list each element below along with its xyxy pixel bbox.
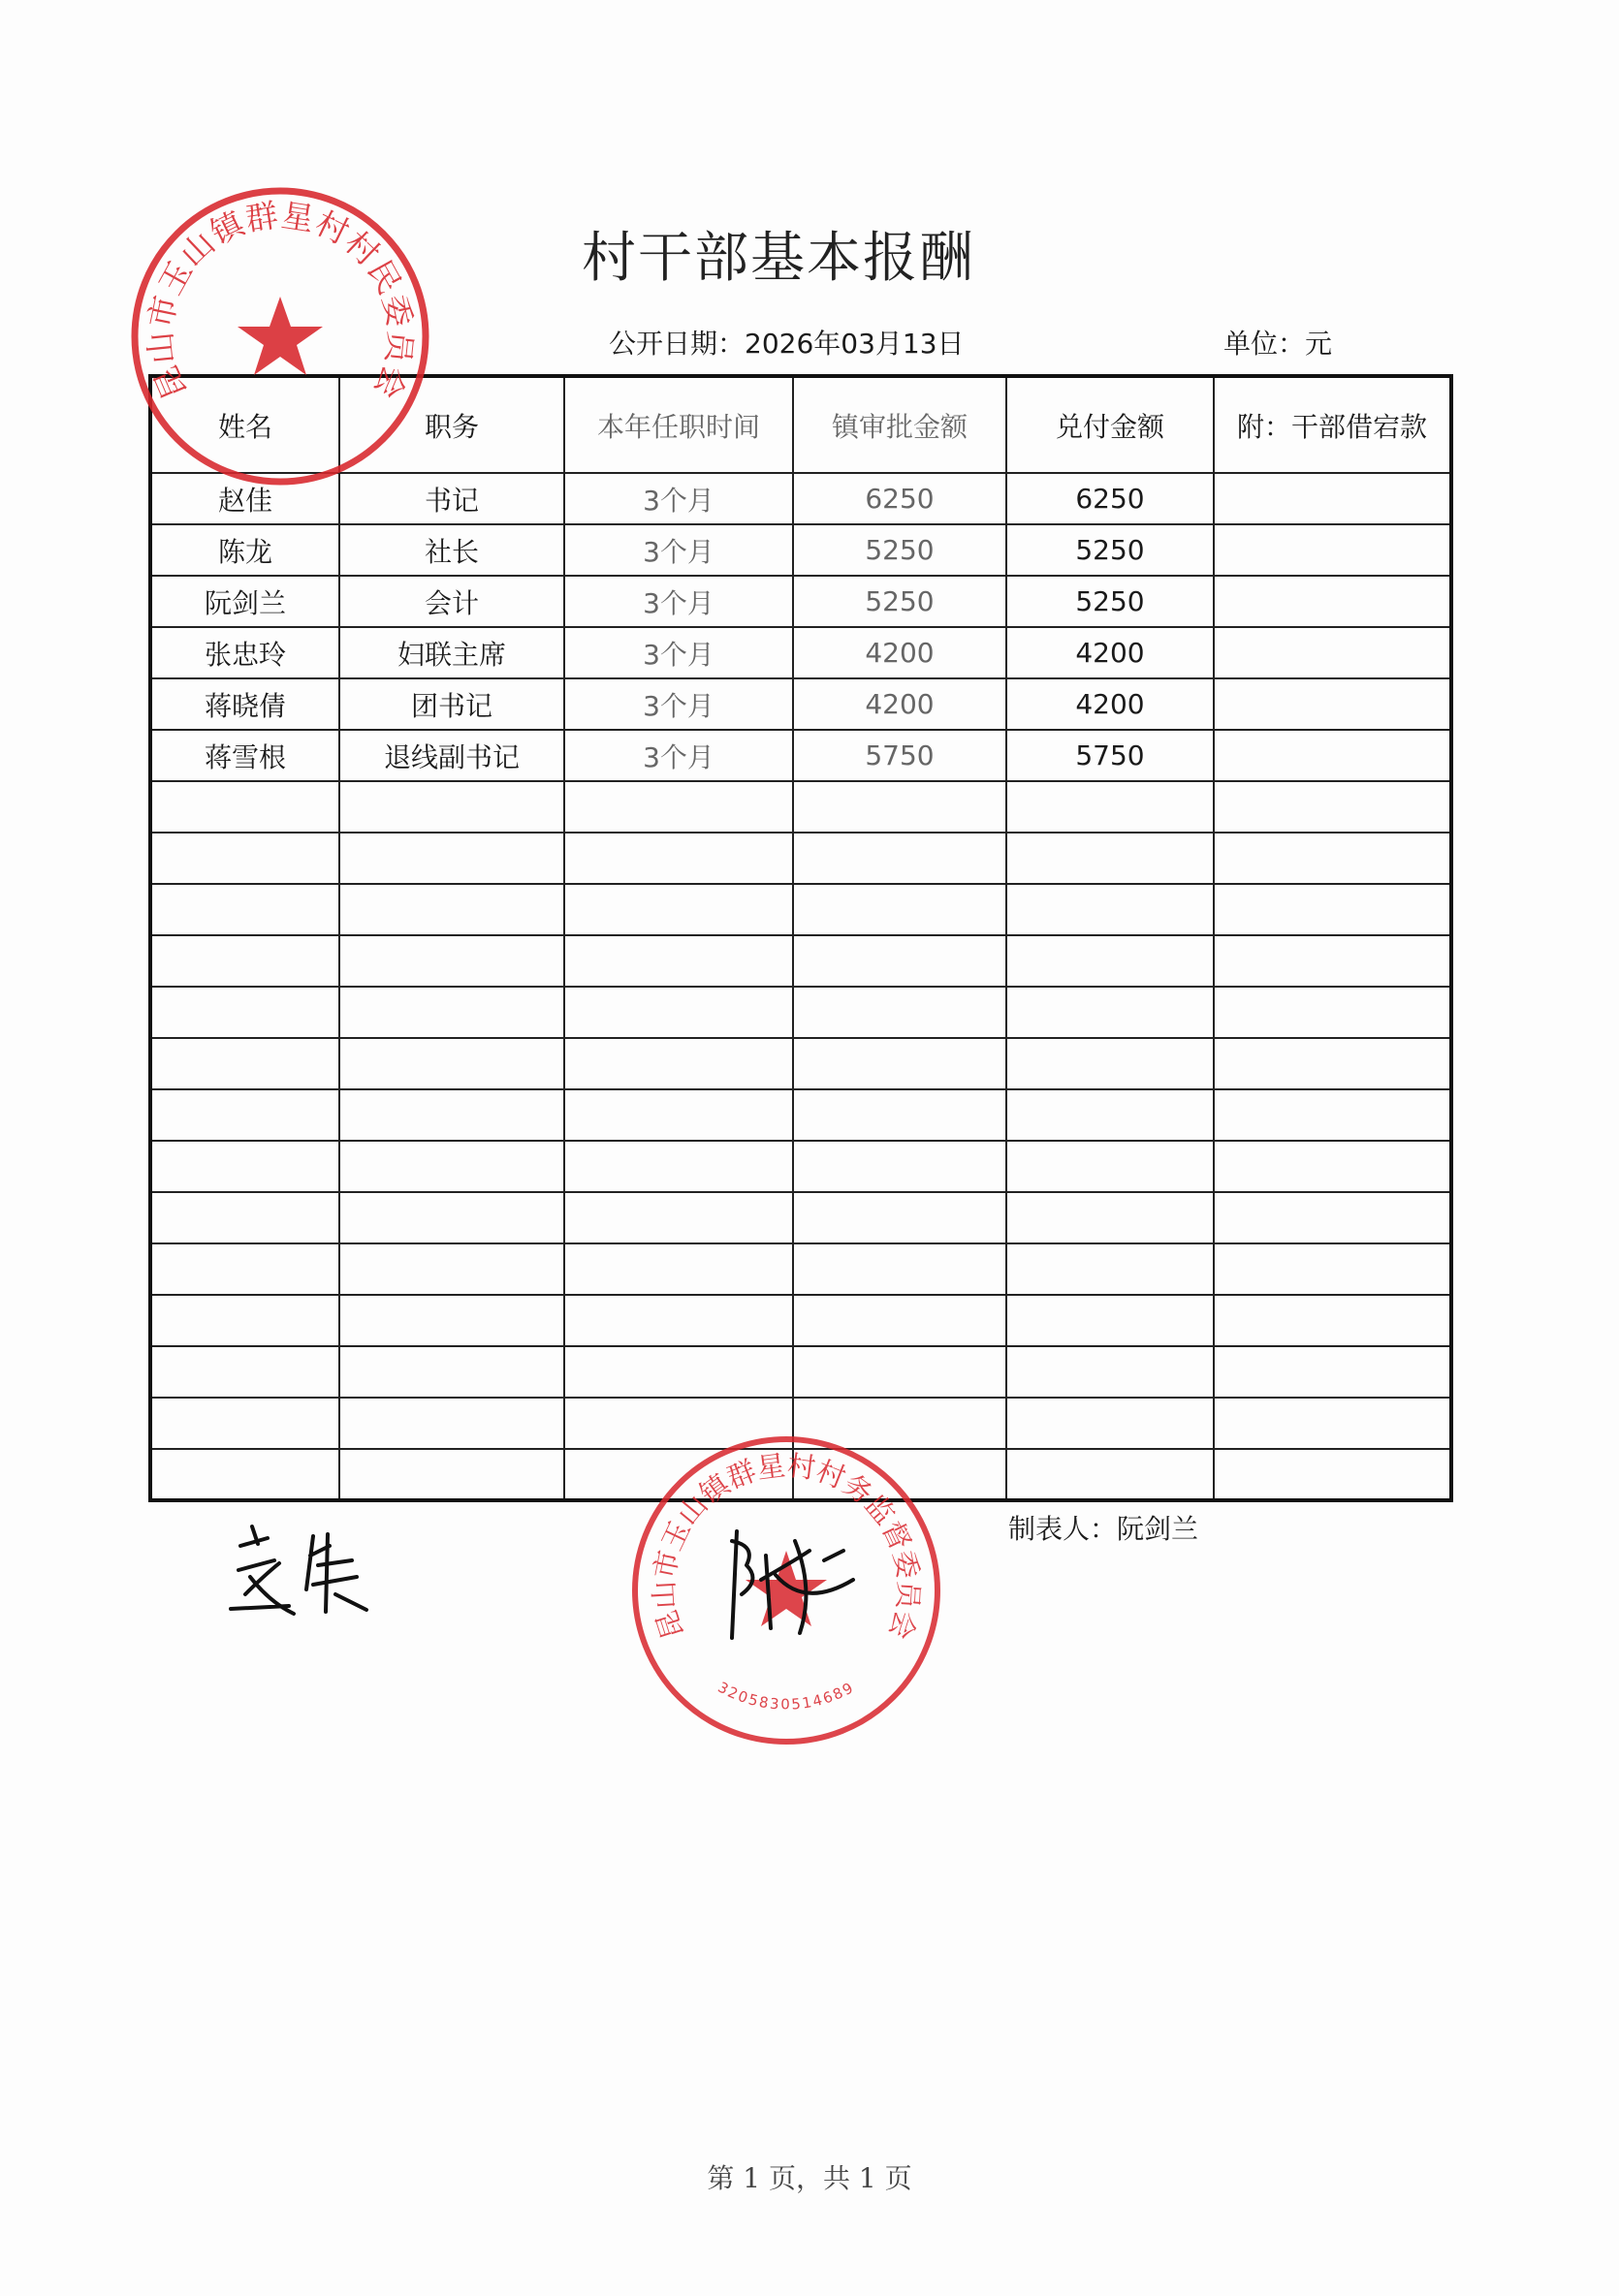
cell-position bbox=[339, 781, 564, 833]
cell-loan-note bbox=[1214, 935, 1451, 987]
signature-2 bbox=[717, 1522, 863, 1648]
cell-name: 蒋晓倩 bbox=[150, 678, 339, 730]
cell-paid-amount bbox=[1006, 1449, 1214, 1500]
cell-loan-note bbox=[1214, 1089, 1451, 1141]
header-loan-note: 附：干部借宕款 bbox=[1214, 376, 1451, 473]
remuneration-table bbox=[148, 374, 1453, 1502]
cell-loan-note bbox=[1214, 473, 1451, 524]
table-row bbox=[150, 627, 1451, 678]
cell-name bbox=[150, 1141, 339, 1192]
cell-approved-amount: 4200 bbox=[793, 627, 1006, 678]
cell-loan-note bbox=[1214, 1192, 1451, 1243]
cell-approved-amount bbox=[793, 1141, 1006, 1192]
cell-loan-note bbox=[1214, 987, 1451, 1038]
cell-name bbox=[150, 1192, 339, 1243]
cell-approved-amount bbox=[793, 1192, 1006, 1243]
page-footer: 第 1 页，共 1 页 bbox=[707, 2162, 912, 2194]
seal-text: 昆山市玉山镇群星村村务监督委员会 bbox=[647, 1448, 926, 1644]
cell-name: 蒋雪根 bbox=[150, 730, 339, 781]
cell-approved-amount: 5250 bbox=[793, 576, 1006, 627]
cell-tenure bbox=[564, 935, 793, 987]
table-row bbox=[150, 987, 1451, 1038]
cell-name bbox=[150, 987, 339, 1038]
cell-tenure bbox=[564, 1346, 793, 1398]
seal-code: 3205830514689 bbox=[714, 1678, 858, 1714]
cell-position: 妇联主席 bbox=[339, 627, 564, 678]
cell-name bbox=[150, 1346, 339, 1398]
cell-name bbox=[150, 1398, 339, 1449]
cell-tenure bbox=[564, 1141, 793, 1192]
cell-paid-amount bbox=[1006, 1089, 1214, 1141]
cell-position: 书记 bbox=[339, 473, 564, 524]
cell-position bbox=[339, 1449, 564, 1500]
cell-position bbox=[339, 833, 564, 884]
table-body bbox=[150, 376, 1451, 1500]
cell-paid-amount bbox=[1006, 884, 1214, 935]
cell-loan-note bbox=[1214, 884, 1451, 935]
cell-paid-amount bbox=[1006, 1295, 1214, 1346]
table-row bbox=[150, 730, 1451, 781]
cell-paid-amount bbox=[1006, 1038, 1214, 1089]
cell-paid-amount: 5750 bbox=[1006, 730, 1214, 781]
table-row bbox=[150, 1038, 1451, 1089]
cell-approved-amount: 5750 bbox=[793, 730, 1006, 781]
cell-paid-amount bbox=[1006, 1398, 1214, 1449]
cell-paid-amount bbox=[1006, 781, 1214, 833]
cell-approved-amount bbox=[793, 1295, 1006, 1346]
cell-name: 阮剑兰 bbox=[150, 576, 339, 627]
cell-tenure: 3个月 bbox=[564, 473, 793, 524]
cell-paid-amount: 5250 bbox=[1006, 524, 1214, 576]
cell-tenure bbox=[564, 1038, 793, 1089]
header-name: 姓名 bbox=[150, 376, 339, 473]
cell-name: 张忠玲 bbox=[150, 627, 339, 678]
cell-paid-amount: 4200 bbox=[1006, 678, 1214, 730]
cell-position bbox=[339, 1038, 564, 1089]
table-maker: 制表人：阮剑兰 bbox=[1008, 1513, 1199, 1545]
cell-loan-note bbox=[1214, 1398, 1451, 1449]
cell-paid-amount bbox=[1006, 1141, 1214, 1192]
cell-approved-amount bbox=[793, 1243, 1006, 1295]
table-row bbox=[150, 1295, 1451, 1346]
unit-label: 单位：元 bbox=[1223, 328, 1333, 360]
header-approved-amount: 镇审批金额 bbox=[793, 376, 1006, 473]
cell-tenure bbox=[564, 987, 793, 1038]
cell-loan-note bbox=[1214, 781, 1451, 833]
cell-tenure: 3个月 bbox=[564, 678, 793, 730]
table-row bbox=[150, 1243, 1451, 1295]
cell-paid-amount bbox=[1006, 833, 1214, 884]
table-row bbox=[150, 781, 1451, 833]
cell-approved-amount bbox=[793, 987, 1006, 1038]
cell-loan-note bbox=[1214, 524, 1451, 576]
publish-date: 公开日期：2026年03月13日 bbox=[609, 328, 965, 360]
cell-position bbox=[339, 1398, 564, 1449]
cell-paid-amount bbox=[1006, 1192, 1214, 1243]
cell-tenure: 3个月 bbox=[564, 524, 793, 576]
cell-name bbox=[150, 1038, 339, 1089]
cell-approved-amount bbox=[793, 781, 1006, 833]
cell-name bbox=[150, 781, 339, 833]
cell-position bbox=[339, 935, 564, 987]
cell-approved-amount bbox=[793, 833, 1006, 884]
cell-approved-amount bbox=[793, 1089, 1006, 1141]
cell-loan-note bbox=[1214, 1449, 1451, 1500]
cell-paid-amount: 6250 bbox=[1006, 473, 1214, 524]
header-paid-amount: 兑付金额 bbox=[1006, 376, 1214, 473]
cell-position bbox=[339, 1141, 564, 1192]
cell-tenure bbox=[564, 833, 793, 884]
cell-name bbox=[150, 935, 339, 987]
document-title: 村干部基本报酬 bbox=[582, 227, 975, 290]
signature-1 bbox=[221, 1517, 396, 1623]
cell-name bbox=[150, 833, 339, 884]
cell-name: 陈龙 bbox=[150, 524, 339, 576]
cell-approved-amount: 6250 bbox=[793, 473, 1006, 524]
cell-tenure bbox=[564, 1295, 793, 1346]
cell-tenure bbox=[564, 781, 793, 833]
cell-paid-amount: 4200 bbox=[1006, 627, 1214, 678]
cell-paid-amount bbox=[1006, 1346, 1214, 1398]
cell-loan-note bbox=[1214, 833, 1451, 884]
cell-position: 社长 bbox=[339, 524, 564, 576]
cell-approved-amount: 5250 bbox=[793, 524, 1006, 576]
cell-tenure bbox=[564, 1192, 793, 1243]
cell-approved-amount: 4200 bbox=[793, 678, 1006, 730]
cell-approved-amount bbox=[793, 884, 1006, 935]
cell-loan-note bbox=[1214, 1141, 1451, 1192]
cell-name bbox=[150, 1089, 339, 1141]
table-row bbox=[150, 1141, 1451, 1192]
cell-approved-amount bbox=[793, 1346, 1006, 1398]
cell-name: 赵佳 bbox=[150, 473, 339, 524]
cell-position bbox=[339, 1089, 564, 1141]
village-committee-seal bbox=[126, 182, 434, 490]
cell-tenure bbox=[564, 1089, 793, 1141]
cell-loan-note bbox=[1214, 576, 1451, 627]
table-row bbox=[150, 524, 1451, 576]
table-row bbox=[150, 1346, 1451, 1398]
table-row bbox=[150, 884, 1451, 935]
cell-name bbox=[150, 1295, 339, 1346]
cell-approved-amount bbox=[793, 935, 1006, 987]
table-row bbox=[150, 576, 1451, 627]
cell-loan-note bbox=[1214, 1243, 1451, 1295]
cell-loan-note bbox=[1214, 1038, 1451, 1089]
cell-position bbox=[339, 987, 564, 1038]
cell-tenure: 3个月 bbox=[564, 576, 793, 627]
cell-position: 会计 bbox=[339, 576, 564, 627]
star-icon bbox=[238, 297, 323, 375]
cell-position bbox=[339, 1192, 564, 1243]
cell-paid-amount bbox=[1006, 935, 1214, 987]
table-row bbox=[150, 935, 1451, 987]
table-row bbox=[150, 678, 1451, 730]
header-position: 职务 bbox=[339, 376, 564, 473]
table-row bbox=[150, 1089, 1451, 1141]
cell-position bbox=[339, 884, 564, 935]
cell-loan-note bbox=[1214, 1295, 1451, 1346]
cell-name bbox=[150, 1449, 339, 1500]
cell-tenure bbox=[564, 884, 793, 935]
table-row bbox=[150, 1192, 1451, 1243]
cell-position bbox=[339, 1295, 564, 1346]
cell-loan-note bbox=[1214, 730, 1451, 781]
cell-tenure: 3个月 bbox=[564, 730, 793, 781]
svg-text:3205830514689 bbox=[714, 1679, 857, 1714]
header-tenure: 本年任职时间 bbox=[564, 376, 793, 473]
cell-position: 退线副书记 bbox=[339, 730, 564, 781]
cell-loan-note bbox=[1214, 1346, 1451, 1398]
cell-tenure bbox=[564, 1243, 793, 1295]
cell-loan-note bbox=[1214, 627, 1451, 678]
cell-loan-note bbox=[1214, 678, 1451, 730]
seal-text: 昆山市玉山镇群星村村民委员会 bbox=[141, 196, 420, 405]
cell-paid-amount bbox=[1006, 1243, 1214, 1295]
cell-tenure: 3个月 bbox=[564, 627, 793, 678]
cell-paid-amount bbox=[1006, 987, 1214, 1038]
table-row bbox=[150, 833, 1451, 884]
cell-name bbox=[150, 884, 339, 935]
cell-name bbox=[150, 1243, 339, 1295]
cell-paid-amount: 5250 bbox=[1006, 576, 1214, 627]
cell-position bbox=[339, 1346, 564, 1398]
cell-approved-amount bbox=[793, 1038, 1006, 1089]
cell-position bbox=[339, 1243, 564, 1295]
cell-position: 团书记 bbox=[339, 678, 564, 730]
